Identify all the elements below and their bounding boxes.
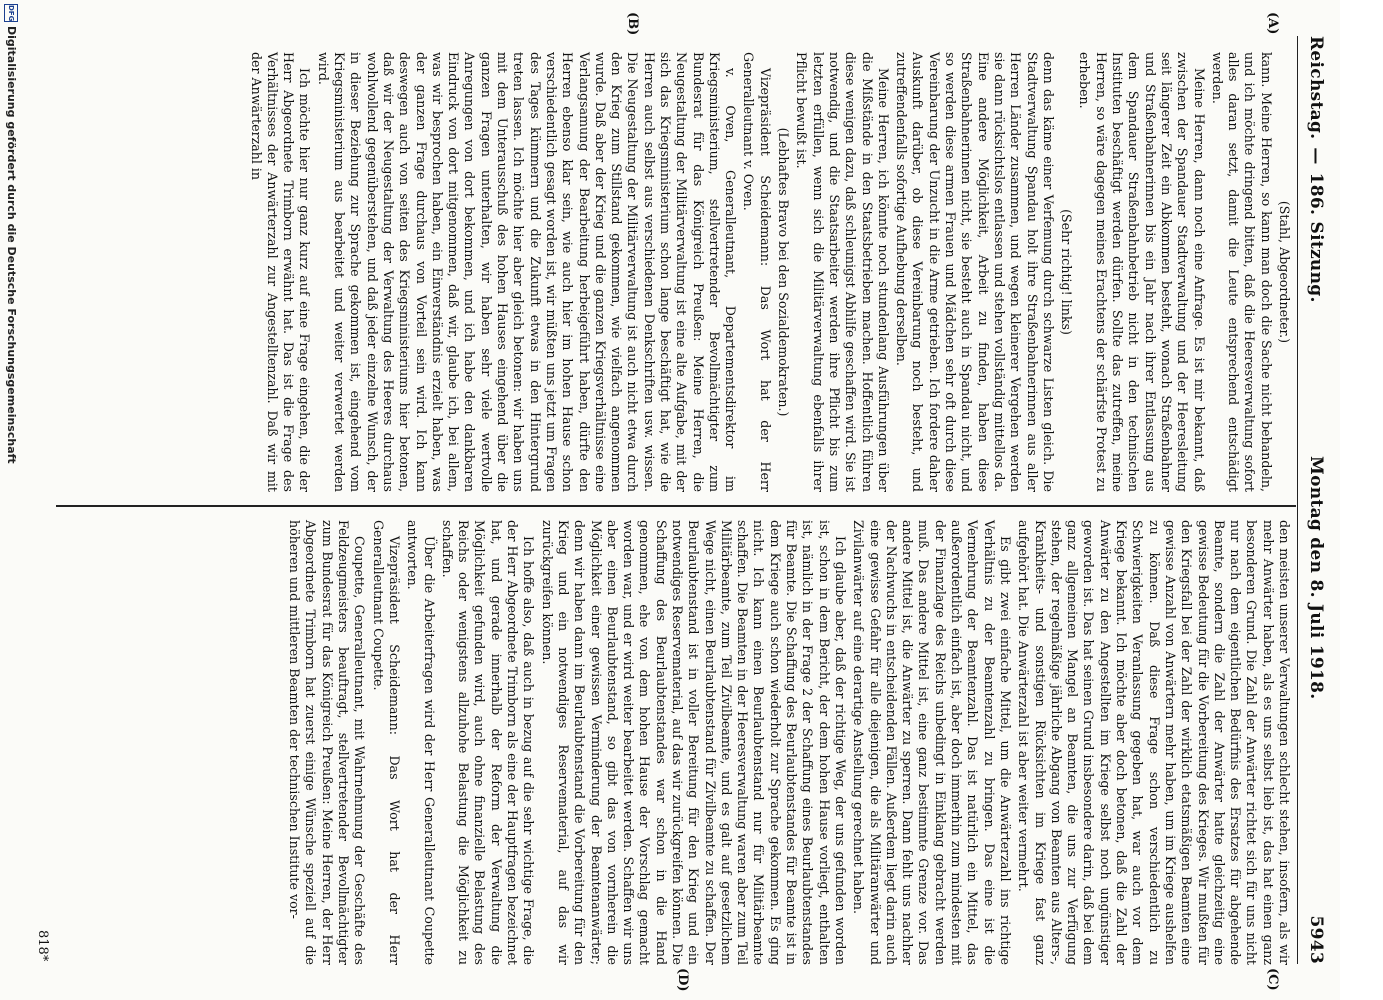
paragraph: Es gibt zwei einfache Mittel, um die Anwärterzahl ins richtige Verhältnis zu der Beamtenzahl zu bringen. Das eine ist die Vermehrung der Beamtenzahl. Das ist natürlich ein Mittel, das außerordentlich einfach ist, aber doch immerhin zum mindesten mit der Finanzlage des Reichs unbedingt in Einklang gebracht werden muß. Das andere Mittel ist, eine ganz bestimmte Grenze vor. Das andere Mittel ist, die Anwärter zu sperren. Dann fehlt uns nachher der Nachwuchs in entscheidenden Fällen. Außerdem liegt darin auch eine gewisse Gefahr für alle diejenigen, die als Militäranwärter und Zivilanwärter auf eine derartige Anstellung gerechnet haben. (851, 520, 1013, 965)
header-dash: — (1306, 147, 1326, 165)
header-date: Montag den 8. Juli 1918. (1306, 456, 1326, 700)
margin-marker-c: (C) (1265, 968, 1280, 991)
page-header (1297, 36, 1330, 964)
paragraph: denn das käme einer Verfemung durch schwarze Listen gleich. Die Stadtverwaltung Spandau holt ihre Straßenbahnerinnen aus aller Herren Länder zusammen, und wegen kleinerer Vergehen werden sie dann rücksichtslos entlassen und stehen vollständig mittellos da. Eine andere Möglichkeit, Arbeit zu finden, haben diese Straßenbahnerinnen nicht, sie besteht auch in Spandau nicht, und so werden diese armen Frauen und Mädchen sehr oft durch diese Vereinbarung der Unzucht in die Arme getrieben. Ich fordere daher Auskunft darüber, ob diese Vereinbarung noch besteht, und zutreffendenfalls sofortige Aufhebung derselben. (894, 52, 1056, 492)
speech-paragraph: Coupette, Generalleutnant, mit Wahrnehmung der Geschäfte des Feldzeugmeisters beauftragt, stellvertretender Bevollmächtigter zum Bundesrat für das Königreich Preußen: Meine Herren, der Herr Abgeordnete Trimborn hat zuerst einige Wünsche speziell auf die höheren und mittleren Beamten der technischen Institute vor- (287, 520, 368, 965)
president-announcement: Vizepräsident Scheidemann: Das Wort hat der Herr Generalleutnant v. Oven. (741, 52, 773, 492)
paragraph: Ich möchte hier nur ganz kurz auf eine Frage eingehen, die der Herr Abgeordnete Trimborn erwähnt hat. Das ist die Frage des Verhältnisses der Anwärterzahl zur Angestelltenzahl. Daß wir mit der Anwärterzahl in (248, 52, 313, 492)
text-column-left (40, 52, 1292, 492)
paragraph: Ich glaube aber, daß der richtige Weg, der uns gefunden worden ist, schon in dem Bericht, der dem hohen Hause vorliegt, enthalten ist, nämlich in der Frage 2 der Schaffung eines Beurlaubtenstandes für Beamte. Die Schaffung des Beurlaubtenstandes für Beamte ist in dem Kriege auch schon wiederholt zur Sprache gekommen. Es ging nicht. Ich kann einen Beurlaubtenstand nur für Militärbeamte schaffen. Die Beamten in der Heeresverwaltung waren aber zum Teil Militärbeamte, zum Teil Zivilbeamte, und es galt auf gesetzlichem Wege nicht, einen Beurlaubtenstand für Zivilbeamte zu schaffen. Der Beurlaubtenstand ist in voller Bereitung für den Krieg und ein notwendiges Reservematerial, auf das wir zurückgreifen können. Die Schaffung des Beurlaubtenstandes war schon in die Hand genommen, ehe von dem hohen Hause der Vorschlag gemacht worden war, und er wird weiter bearbeitet werden. Schaffen wir uns aber einen Beurlaubtenstand, so gibt das von vornherein die Möglichkeit einer gewissen Verminderung der Beamtenanwärter; denn wir haben dann im Beurlaubtenstand die Vorbereitung für den Krieg und ein notwendiges Reservematerial, auf das wir zurückgreifen können. (539, 520, 848, 965)
dfg-logo: DFG (4, 4, 18, 22)
interjection: (Sehr richtig! links) (1059, 209, 1075, 335)
paragraph: Meine Herren, ich könnte noch stundenlang Ausführungen über die Mißstände in den Staatsbetrieben machen. Hoffentlich führen diese wenigen dazu, daß schleunigst Abhilfe geschaffen wird. Sie ist notwendig, und die Staatsarbeiter werden ihre Pflicht bis zum letzten erfüllen, wenn sich die Militärverwaltung ebenfalls ihrer Pflicht bewußt ist. (794, 52, 891, 492)
footer-credit: Digitalisierung gefördert durch die Deutsche Forschungsgemeinschaft (5, 26, 18, 464)
header-session: 186. Sitzung. (1306, 172, 1326, 303)
margin-marker-b: (B) (625, 12, 640, 36)
paragraph: Meine Herren, dann noch eine Anfrage. Es ist mir bekannt, daß zwischen der Spandauer Stadtverwaltung und der Heeresleitung seit längerer Zeit ein Abkommen besteht, wonach Straßenbahner und Straßenbahnerinnen bis ein Jahr nach ihrer Entlassung aus dem Spandauer Straßenbahnbetrieb nicht in den technischen Instituten beschäftigt werden dürfen. Sollte das zutreffen, meine Herren, so wäre dagegen meines Erachtens der schärfste Protest zu erheben. (1077, 52, 1207, 492)
footer-strip (0, 0, 40, 1000)
header-page-number: 5943 (1306, 915, 1326, 964)
paragraph: kann. Meine Herren, so kann man doch die Sache nicht behandeln, und ich möchte dringend bitten, daß die Heeresverwaltung sofort alles daran setzt, damit die Leute entsprechend entschädigt werden. (1209, 52, 1274, 492)
margin-marker-a: (A) (1265, 12, 1280, 35)
header-reichstag: Reichstag. (1306, 36, 1326, 140)
text-column-right (40, 520, 1292, 965)
speech-paragraph: v. Oven, Generalleutnant, Departementsdirektor im Kriegsministerium, stellvertretender Bevollmächtigter zum Bundesrat für das Königreich Preußen: Meine Herren, die Neugestaltung der Militärverwaltung ist eine alte Aufgabe, mit der sich das Kriegsministerium schon lange beschäftigt hat, wie die Herren auch selbst aus verschiedenen Denkschriften usw. wissen. Die Neugestaltung der Militärverwaltung ist auch nicht etwa durch den Krieg zum Stillstand gekommen, wie vielfach angenommen wurde. Daß aber der Krieg und die ganzen Kriegsverhältnisse eine Verlangsamung der Bearbeitung herbeigeführt haben, dürfte den Herren ebenso klar sein, wie auch hier im hohen Hause schon verschiedentlich gesagt worden ist, wir müßten uns jetzt um Fragen des Tages kümmern und die Zukunft etwas in den Hintergrund treten lassen. Ich möchte hier aber gleich betonen: wir haben uns mit dem Unterausschuß des hohen Hauses eingehend über die ganzen Fragen unterhalten, wir haben sehr viele wertvolle Anregungen von dort bekommen, und ich habe den dankbaren Eindruck von dort mitgenommen, daß wir, glaube ich, bei allem, was wir besprochen haben, ein Einverständnis erzielt haben, was der ganzen Frage durchaus von Vorteil sein wird. Ich kann deswegen auch von seiten des Kriegsministeriums hier betonen, daß wir der Neugestaltung der Verwaltung des Heeres durchaus wohlwollend gegenüberstehen, und daß jeder einzelne Wunsch, der in dieser Beziehung zur Sprache gekommen ist, eingehend vom Kriegsministerium aus bearbeitet und weiter verwertet werden wird. (315, 52, 739, 492)
margin-marker-d: (D) (675, 968, 690, 992)
signature-mark: 818* (35, 930, 50, 962)
paragraph: den meisten unserer Verwaltungen schlecht stehen, insofern, als wir mehr Anwärter haben, als es uns selbst lieb ist, das hat einen ganz besonderen Grund. Die Zahl der Anwärter richtet sich für uns nicht nur nach dem eigentlichen Bedürfnis des Ersatzes für abgehende Beamte, sondern die Zahl der Anwärter hatte gleichzeitig eine gewisse Bedeutung für die Vorbereitung des Krieges. Wir mußten für den Kriegsfall bei der Zahl der wirklich etatsmäßigen Beamten eine gewisse Anzahl von Anwärtern mehr haben, um im Kriege aushelfen zu können. Daß diese Frage schon verschiedentlich zu Schwierigkeiten Veranlassung gegeben hat, war auch vor dem Kriege bekannt. Ich möchte aber doch betonen, daß die Zahl der Anwärter zu den Angestellten im Kriege selbst noch ungünstiger geworden ist. Das hat seinen Grund insbesondere darin, daß bei dem ganz allgemeinen Mangel an Beamten, die uns zur Verfügung stehen, der regelmäßige jährliche Abgang von Beamten aus Alters-, Krankheits- und sonstigen Rücksichten im Kriege fast ganz aufgehört hat. Die Anwärterzahl ist aber weiter vermehrt. (1016, 520, 1292, 965)
header-title (1306, 36, 1326, 303)
speaker-heading: (Stahl, Abgeordneter.) (1277, 200, 1292, 344)
paragraph: Ich hoffe also, daß auch in bezug auf die sehr wichtige Frage, die der Herr Abgeordnete Trimborn als eine der Hauptfragen bezeichnet hat, und gerade innerhalb der Reform der Verwaltung die Möglichkeit gefunden wird, auch ohne finanzielle Belastung des Reichs oder wenigstens allzuhohe Belastung die Möglichkeit zu schaffen. (439, 520, 537, 965)
column-divider (56, 505, 1296, 507)
president-announcement: Vizepräsident Scheidemann: Das Wort hat der Herr Generalleutnant Coupette. (370, 520, 402, 965)
paragraph: Über die Arbeiterfragen wird der Herr Generalleutnant Coupette antworten. (405, 520, 437, 965)
interjection: (Lebhaftes Bravo bei den Sozialdemokraten.) (776, 127, 792, 417)
